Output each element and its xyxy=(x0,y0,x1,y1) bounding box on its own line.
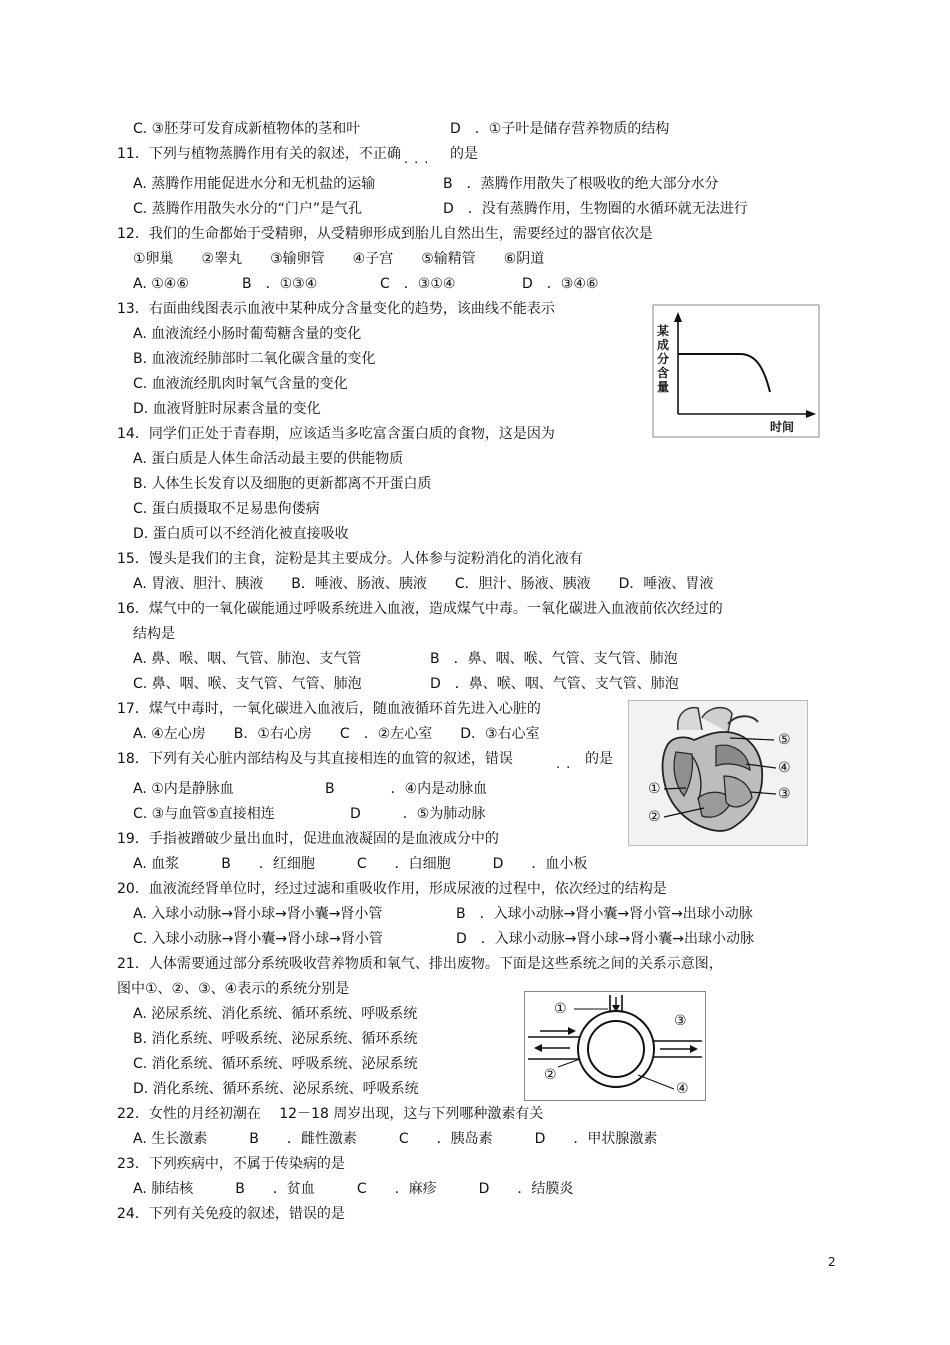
q15-stem: 15．馒头是我们的主食，淀粉是其主要成分。人体参与淀粉消化的消化液有 xyxy=(117,551,583,567)
q13-option-b: B. 血液流经肺部时二氧化碳含量的变化 xyxy=(133,351,376,367)
q16-option-b: B ．鼻、咽、喉、气管、支气管、肺泡 xyxy=(430,651,678,667)
q14-option-d: D. 蛋白质可以不经消化被直接吸收 xyxy=(133,526,349,542)
heart-label-5: ⑤ xyxy=(778,732,791,748)
q18-stem-tail: 的是 xyxy=(585,751,613,767)
curve-graph xyxy=(652,304,820,438)
q20-option-c: C. 入球小动脉→肾小囊→肾小球→肾小管 xyxy=(133,931,383,947)
systems-diagram xyxy=(524,991,706,1101)
q14-option-c: C. 蛋白质摄取不足易患佝偻病 xyxy=(133,501,320,517)
q22-stem: 22．女性的月经初潮在 12－18 周岁出现，这与下列哪种激素有关 xyxy=(117,1106,544,1122)
heart-label-1: ① xyxy=(648,781,661,797)
q18-option-c: C. ③与血管⑤直接相连 xyxy=(133,806,275,822)
diagram-label-2: ② xyxy=(544,1067,557,1083)
q10-option-c: C. ③胚芽可发育成新植物体的茎和叶 xyxy=(133,121,361,137)
q21-option-d: D. 消化系统、循环系统、泌尿系统、呼吸系统 xyxy=(133,1081,419,1097)
q24-stem: 24．下列有关免疫的叙述，错误的是 xyxy=(117,1206,345,1222)
q14-option-a: A. 蛋白质是人体生命活动最主要的供能物质 xyxy=(133,451,404,467)
q12-stem: 12．我们的生命都始于受精卵，从受精卵形成到胎儿自然出生，需要经过的器官依次是 xyxy=(117,226,653,242)
graph-y-label: 某成分含量 xyxy=(657,324,670,394)
q10-option-d: D ．①子叶是储存营养物质的结构 xyxy=(450,121,670,137)
q23-options: A. 肺结核 B ．贫血 C ．麻疹 D ．结膜炎 xyxy=(133,1181,574,1197)
q21-option-a: A. 泌尿系统、消化系统、循环系统、呼吸系统 xyxy=(133,1006,418,1022)
q16-option-a: A. 鼻、喉、咽、气管、肺泡、支气管 xyxy=(133,651,362,667)
emphasis-dots: ... xyxy=(404,152,435,167)
q22-options: A. 生长激素 B ．雌性激素 C ．胰岛素 D ．甲状腺激素 xyxy=(133,1131,658,1147)
q13-stem: 13．右面曲线图表示血液中某种成分含量变化的趋势，该曲线不能表示 xyxy=(117,301,555,317)
q14-option-b: B. 人体生长发育以及细胞的更新都离不开蛋白质 xyxy=(133,476,432,492)
q11-option-b: B ．蒸腾作用散失了根吸收的绝大部分水分 xyxy=(443,176,719,192)
q17-stem: 17．煤气中毒时，一氧化碳进入血液后，随血液循环首先进入心脏的 xyxy=(117,701,541,717)
q12-option-b: B ．①③④ xyxy=(242,276,318,292)
q23-stem: 23．下列疾病中，不属于传染病的是 xyxy=(117,1156,345,1172)
q20-stem: 20．血液流经肾单位时，经过过滤和重吸收作用，形成尿液的过程中，依次经过的结构是 xyxy=(117,881,667,897)
q12-option-d: D ．③④⑥ xyxy=(522,276,599,292)
q11-option-d: D ．没有蒸腾作用，生物圈的水循环就无法进行 xyxy=(443,201,748,217)
q18-option-a: A. ①内是静脉血 xyxy=(133,781,234,797)
q12-items: ①卵巢 ②睾丸 ③输卵管 ④子宫 ⑤输精管 ⑥阴道 xyxy=(133,251,545,267)
q14-stem: 14．同学们正处于青春期，应该适当多吃富含蛋白质的食物，这是因为 xyxy=(117,426,555,442)
q18-option-d: D ．⑤为肺动脉 xyxy=(350,806,486,822)
diagram-label-4: ④ xyxy=(676,1081,689,1097)
q20-option-b: B ．入球小动脉→肾小囊→肾小管→出球小动脉 xyxy=(456,906,753,922)
q19-options: A. 血浆 B ．红细胞 C ．白细胞 D ．血小板 xyxy=(133,856,588,872)
q18-stem: 18．下列有关心脏内部结构及与其直接相连的血管的叙述，错误 xyxy=(117,751,513,767)
q21-option-c: C. 消化系统、循环系统、呼吸系统、泌尿系统 xyxy=(133,1056,418,1072)
q13-option-c: C. 血液流经肌肉时氧气含量的变化 xyxy=(133,376,348,392)
graph-x-label: 时间 xyxy=(770,420,795,434)
q19-stem: 19．手指被蹭破少量出血时，促进血液凝固的是血液成分中的 xyxy=(117,831,499,847)
q20-option-d: D ．入球小动脉→肾小球→肾小囊→出球小动脉 xyxy=(456,931,754,947)
q11-option-c: C. 蒸腾作用散失水分的“门户”是气孔 xyxy=(133,201,363,217)
q13-option-d: D. 血液肾脏时尿素含量的变化 xyxy=(133,401,321,417)
q20-option-a: A. 入球小动脉→肾小球→肾小囊→肾小管 xyxy=(133,906,383,922)
heart-label-2: ② xyxy=(648,809,661,825)
diagram-label-3: ③ xyxy=(674,1013,687,1029)
q16-stem: 16．煤气中的一氧化碳能通过呼吸系统进入血液，造成煤气中毒。一氧化碳进入血液前依次经过的 xyxy=(117,601,723,617)
q11-stem-tail: 的是 xyxy=(450,146,478,162)
q16-option-c: C. 鼻、咽、喉、支气管、气管、肺泡 xyxy=(133,676,362,692)
q18-option-b: B ．④内是动脉血 xyxy=(325,781,488,797)
q21-option-b: B. 消化系统、呼吸系统、泌尿系统、循环系统 xyxy=(133,1031,418,1047)
heart-diagram xyxy=(628,700,808,846)
q13-option-a: A. 血液流经小肠时葡萄糖含量的变化 xyxy=(133,326,362,342)
q16-stem-cont: 结构是 xyxy=(133,626,175,642)
emphasis-dots: .. xyxy=(556,757,577,772)
q17-options: A. ④左心房 B．①右心房 C ．②左心室 D．③右心室 xyxy=(133,726,540,742)
q15-options: A. 胃液、胆汁、胰液 B．唾液、肠液、胰液 C．胆汁、肠液、胰液 D．唾液、胃液 xyxy=(133,576,714,592)
heart-label-3: ③ xyxy=(778,786,791,802)
q21-stem-cont: 图中①、②、③、④表示的系统分别是 xyxy=(117,981,350,997)
q12-option-c: C ．③①④ xyxy=(380,276,456,292)
q11-stem: 11．下列与植物蒸腾作用有关的叙述，不正确 xyxy=(117,146,401,162)
q16-option-d: D ．鼻、喉、咽、气管、支气管、肺泡 xyxy=(430,676,679,692)
q21-stem: 21．人体需要通过部分系统吸收营养物质和氧气、排出废物。下面是这些系统之间的关系示意图， xyxy=(117,956,723,972)
heart-label-4: ④ xyxy=(778,760,791,776)
q12-option-a: A. ①④⑥ xyxy=(133,276,189,292)
page-number: 2 xyxy=(828,1255,836,1269)
diagram-label-1: ① xyxy=(554,1001,567,1017)
q11-option-a: A. 蒸腾作用能促进水分和无机盐的运输 xyxy=(133,176,376,192)
